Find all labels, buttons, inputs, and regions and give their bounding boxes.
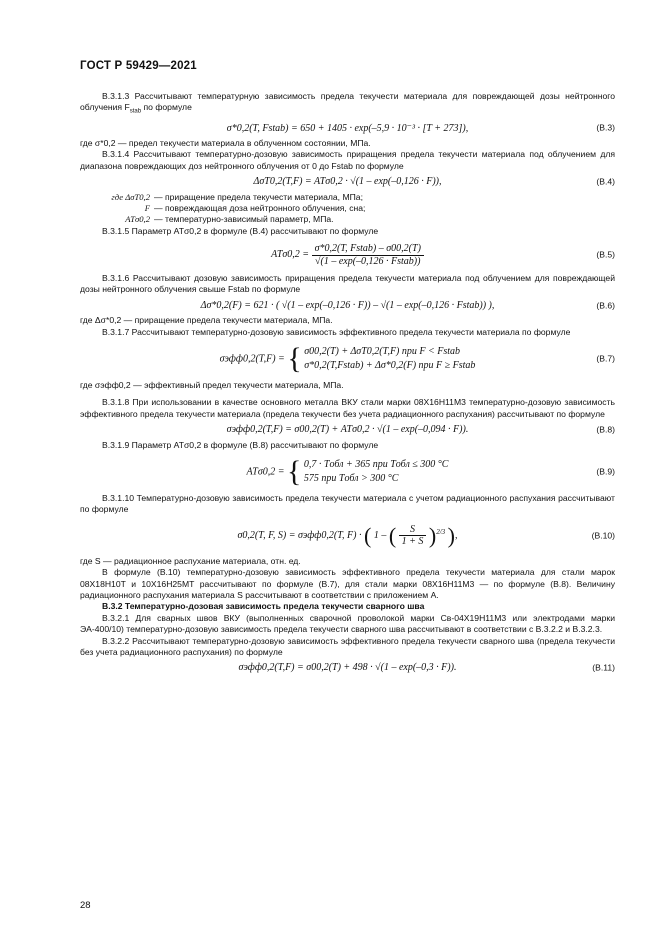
formula-number: (В.5) [596,249,615,260]
formula-b4: ΔσT0,2(T,F) = ATσ0,2 · √(1 – exp(–0,126 · F)), (В.4) [253,176,615,188]
page-number: 28 [80,900,91,911]
definition-row: ATσ0,2 — температурно-зависимый параметр, МПа. [125,214,334,225]
formula-b10: σ0,2(T, F, S) = σэфф0,2(T, F) · ( 1 – ( $\frac{S}{1 + S}$ )$^{2/3}$ ), (В.10) [237,523,615,549]
paragraph-b3110: В.3.1.10 Температурно-дозовую зависимость предела текучести материала с учетом радиационного распухания рассчитывают по формуле [80,493,615,515]
paragraph-b314: В.3.1.4 Рассчитывают температурно-дозовую зависимость приращения предела текучести материала под облучением для диапазона повреждающих доз нейтронного облучения от 0 до Fstab по формуле [80,149,615,171]
definition-row: F — повреждающая доза нейтронного облучения, сна; [144,202,366,213]
document-header: ГОСТ Р 59429—2021 [80,60,197,72]
definition-b3: где σ*0,2 — предел текучести материала в облученном состоянии, МПа. [80,137,371,148]
formula-number: (В.6) [596,299,615,310]
formula-b5: ATσ0,2 = $\frac{\text{σ*0,2(T, Fstab) – σ00,2(T)}}{\text{√(1 – exp(–0,126 · Fstab))}}$ (В.5) [271,243,615,267]
paragraph-b319: В.3.1.9 Параметр ATσ0,2 в формуле (В.8) рассчитывают по формуле [102,439,379,450]
paragraph-b318: В.3.1.8 При использовании в качестве основного металла ВКУ стали марки 08Х16Н11М3 температурно-дозовую зависимость эффективного предела текучести материала (предела текучести без учета радиационного распухания) рассчитывают по формуле [80,397,615,419]
paragraph-b313: В.3.1.3 Рассчитывают температурную зависимость предела текучести материала для повреждающей дозы нейтронного облучения $F_{stab}$ по формуле [80,91,615,116]
formula-number: (В.3) [596,122,615,133]
paragraph-b317: В.3.1.7 Рассчитывают температурно-дозовую зависимость эффективного предела текучести материала по формуле [102,326,571,337]
definition-row: где ΔσT0,2 — приращение предела текучести материала, МПа; [111,191,363,202]
definition-b6: где Δσ*0,2 — приращение предела текучести материала, МПа. [80,315,333,326]
formula-b8: σэфф0,2(T,F) = σ00,2(T) + ATσ0,2 · √(1 – exp(–0,094 · F)). (В.8) [226,424,615,436]
paragraph-b321: В.3.2.1 Для сварных швов ВКУ (выполненных сварочной проволокой марки Св-04Х19Н11М3 или электродами марки ЭА-400/10) температурно-дозовую зависимость предела текучести сварного шва рассчитывают в соответствии с В.3.2.2 и В.3.2.3. [80,612,615,635]
formula-b11: σэфф0,2(T,F) = σ00,2(T) + 498 · √(1 – exp(–0,3 · F)). (В.11) [238,662,615,674]
formula-number: (В.7) [596,353,615,364]
document-body [80,91,615,678]
formula-b7: σэфф0,2(T,F) = { σ00,2(T) + ΔσT0,2(T,F) при F < Fstab σ*0,2(T,Fstab) + Δσ*0,2(F) при F ≥ Fstab (В.7) [219,342,615,376]
definition-b10: где S — радиационное распухание материала, отн. ед. [80,555,301,566]
formula-number: (В.4) [596,176,615,187]
paragraph-b322: В.3.2.2 Рассчитывают температурно-дозовую зависимость эффективного предела текучести сварного шва (предела текучести без учета радиационного распухания) по формуле [80,635,615,657]
formula-number: (В.8) [596,424,615,435]
paragraph-b315: В.3.1.5 Параметр ATσ0,2 в формуле (В.4) рассчитывают по формуле [102,225,379,236]
formula-number: (В.10) [591,530,615,541]
section-heading-b32: В.3.2 Температурно-дозовая зависимость предела текучести сварного шва [102,601,425,612]
formula-b9: ATσ0,2 = { 0,7 · Tобл + 365 при Tобл ≤ 300 °С 575 при Tобл > 300 °С (В.9) [246,455,615,489]
formula-b6: Δσ*0,2(F) = 621 · ( √(1 – exp(–0,126 · F)) – √(1 – exp(–0,126 · Fstab)) ), (В.6) [200,299,615,311]
definition-b7: где σэфф0,2 — эффективный предел текучести материала, МПа. [80,380,344,391]
paragraph-b316: В.3.1.6 Рассчитывают дозовую зависимость приращения предела текучести материала под облучением для повреждающей дозы нейтронного облучения свыше Fstab по формуле [80,273,615,295]
formula-b3: σ*0,2(T, Fstab) = 650 + 1405 · exp(–5,9 · 10⁻³ · [T + 273]), (В.3) [226,122,615,134]
definitions-b4 [80,192,615,226]
paragraph-b310-note: В формуле (В.10) температурно-дозовую зависимость эффективного предела текучести материала для стали марок 08Х18Н10Т и 10Х16Н25МТ рассчитывают по формуле (В.7), для стали марки 08Х16Н11М3 — по формуле (В.8). Величину радиационного распухания материала S рассчитывают в соответствии с приложением А. [80,567,615,600]
formula-number: (В.9) [596,466,615,477]
formula-number: (В.11) [592,662,615,673]
